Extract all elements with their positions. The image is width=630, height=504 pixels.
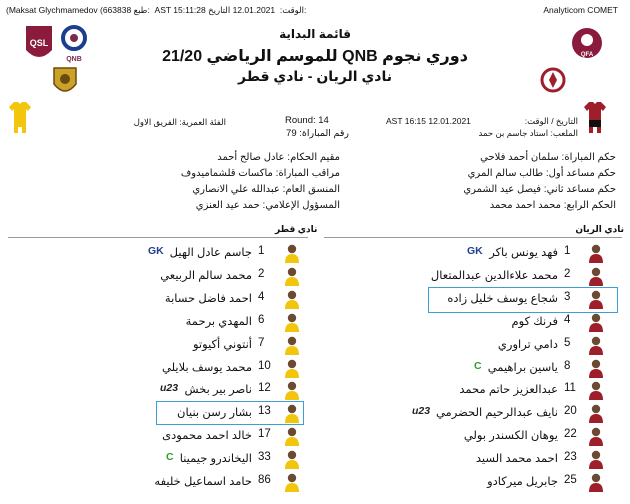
away-player-number: 86	[258, 474, 271, 486]
official-assessor: مقيم الحكام: عادل صالح أحمد	[217, 152, 340, 163]
home-player-name: فهد يونس باكر	[489, 247, 558, 259]
qnb-logo-text: QNB	[66, 56, 82, 63]
home-player-photo	[588, 472, 604, 492]
away-player-number: 17	[258, 428, 271, 441]
league-title: دوري نجوم QNB للموسم الرياضي 21/20	[162, 48, 468, 65]
away-player-row	[150, 311, 310, 333]
home-player-name: محمد علاءالدين عبدالمتعال	[430, 269, 558, 282]
home-player-number: 3	[564, 290, 571, 303]
print-date-label: التاريخ:	[208, 5, 307, 15]
qsl-logo-text: QSL	[29, 38, 49, 48]
print-info	[6, 5, 306, 16]
away-player-number: 13	[258, 405, 271, 418]
home-header-divider	[324, 237, 622, 238]
away-player-photo	[284, 426, 300, 446]
home-player-row	[410, 357, 622, 379]
away-player-row	[150, 379, 310, 401]
away-player-row	[150, 288, 310, 310]
home-player-number: 4	[564, 313, 571, 326]
print-date: 12.01.2021	[232, 5, 276, 15]
stadium-label: الملعب: استاد جاسم بن حمد	[478, 128, 578, 138]
home-player-photo	[588, 289, 604, 309]
home-player-number: 1	[564, 245, 571, 257]
away-player-name: محمد سالم الربيعي	[160, 269, 252, 282]
match-title: نادي الريان - نادي قطر	[237, 68, 393, 84]
official-fourth: الحكم الرابع: محمد احمد محمد	[489, 200, 616, 211]
qfa-logo-text: QFA	[580, 52, 594, 58]
home-player-row	[410, 425, 622, 447]
away-player-photo	[284, 358, 300, 378]
away-player-name: خالد احمد محمودى	[162, 430, 252, 443]
date-time-row	[525, 116, 578, 127]
away-player-number: 10	[258, 359, 271, 372]
home-player-number: 2	[564, 267, 571, 280]
home-player-row	[410, 288, 622, 310]
home-player-row	[410, 471, 622, 493]
away-player-number: 7	[258, 336, 265, 349]
official-assistant-1: حكم مساعد أول: طالب سالم المري	[467, 168, 616, 179]
home-player-number: 11	[564, 382, 576, 395]
away-player-photo	[284, 380, 300, 400]
away-player-tag: GK	[148, 245, 164, 257]
home-player-photo	[588, 358, 604, 378]
home-player-row	[410, 402, 622, 424]
home-player-photo	[588, 449, 604, 469]
home-player-name: عبدالعزيز حاتم محمد	[459, 384, 558, 397]
home-kit-icon	[584, 100, 606, 134]
away-player-row	[150, 265, 310, 287]
home-player-row	[410, 379, 622, 401]
home-player-name: فرنك كوم	[511, 315, 558, 328]
away-player-name: حامد اسماعيل خليفه	[154, 476, 252, 488]
print-label: طبع:	[133, 5, 150, 15]
home-player-tag: GK	[467, 245, 483, 257]
official-commissioner: مراقب المباراة: ماكسات قلشماميدوف	[180, 168, 340, 179]
print-time: AST 15:11:28	[154, 5, 206, 15]
home-player-photo	[588, 380, 604, 400]
away-player-row	[150, 402, 310, 424]
away-player-name: محمد يوسف بلايلي	[162, 361, 252, 374]
print-user: (Maksat Glychmamedov (663838	[6, 5, 132, 15]
home-player-photo	[588, 335, 604, 355]
official-assistant-2: حكم مساعد ثاني: فيصل عيد الشمري	[463, 184, 616, 195]
home-player-name: يوهان الكسندر بولي	[463, 430, 558, 443]
date-label: التاريخ / الوقت:	[524, 116, 578, 126]
official-referee: حكم المباراة: سلمان أحمد فلاحي	[480, 152, 616, 163]
away-player-photo	[284, 335, 300, 355]
home-player-number: 8	[564, 359, 571, 372]
official-coordinator: المنسق العام: عبدالله علي الانصاري	[192, 184, 340, 195]
home-player-photo	[588, 403, 604, 423]
age-category: الفئة العمرية: الفريق الاول	[133, 117, 226, 127]
home-player-name: احمد محمد السيد	[475, 453, 558, 466]
away-player-number: 2	[258, 267, 265, 280]
home-player-row	[410, 265, 622, 287]
away-player-name: جاسم عادل الهيل	[169, 247, 252, 259]
away-player-name: احمد فاضل حسابة	[164, 292, 252, 305]
away-player-photo	[284, 472, 300, 492]
away-player-row	[150, 357, 310, 379]
home-player-number: 5	[564, 336, 571, 349]
home-player-number: 22	[564, 428, 577, 441]
home-player-photo	[588, 312, 604, 332]
home-player-photo	[588, 243, 604, 263]
home-player-name: دامي تراوري	[497, 338, 558, 351]
away-player-photo	[284, 289, 300, 309]
away-player-tag: u23	[160, 382, 179, 395]
away-player-row	[150, 334, 310, 356]
away-player-row	[150, 242, 310, 264]
document-title: قائمة البداية	[279, 27, 351, 41]
away-player-number: 1	[258, 245, 265, 257]
date-value: AST 16:15 12.01.2021	[386, 116, 471, 126]
away-player-photo	[284, 449, 300, 469]
away-player-row	[150, 425, 310, 447]
home-player-row	[410, 311, 622, 333]
home-player-tag: u23	[412, 405, 431, 418]
away-player-photo	[284, 266, 300, 286]
home-player-row	[410, 242, 622, 264]
match-number: رقم المباراة: 79	[286, 128, 349, 139]
home-player-number: 25	[564, 474, 577, 486]
away-player-number: 4	[258, 290, 265, 303]
home-player-name: نايف عبدالرحيم الحضرمي	[435, 407, 558, 420]
away-team-header: نادي قطر	[275, 224, 318, 234]
away-player-number: 6	[258, 313, 265, 326]
home-player-number: 20	[564, 405, 577, 418]
home-player-name: شجاع يوسف خليل زاده	[447, 292, 558, 305]
away-player-name: بشار رسن بنيان	[177, 407, 252, 420]
brand-label: Analyticom COMET	[543, 5, 618, 15]
away-kit-icon	[9, 100, 31, 134]
away-player-name: ناصر بير بخش	[184, 384, 252, 397]
away-header-divider	[8, 237, 308, 238]
home-player-photo	[588, 266, 604, 286]
round-label: Round: 14	[285, 115, 329, 126]
official-media: المسؤول الإعلامي: حمد عيد العنزي	[195, 200, 340, 211]
home-team-header: نادي الريان	[575, 224, 624, 234]
away-player-number: 12	[258, 382, 271, 395]
away-player-photo	[284, 312, 300, 332]
away-player-photo	[284, 403, 300, 423]
away-player-row	[150, 448, 310, 470]
print-time-label: الوقت:	[279, 5, 304, 15]
away-player-name: اليخاندرو جيمينا	[179, 453, 252, 466]
home-player-row	[410, 334, 622, 356]
home-player-name: ياسين براهيمي	[487, 361, 558, 374]
away-player-name: أنتوني أكيوتو	[192, 338, 252, 351]
away-player-photo	[284, 243, 300, 263]
home-player-name: جابريل ميركادو	[487, 476, 558, 488]
away-player-row	[150, 471, 310, 493]
home-player-photo	[588, 426, 604, 446]
away-player-number: 33	[258, 451, 271, 464]
away-player-tag: C	[166, 451, 174, 464]
home-player-tag: C	[474, 359, 482, 372]
home-player-number: 23	[564, 451, 577, 464]
away-player-name: المهدي برحمة	[185, 315, 252, 328]
home-player-row	[410, 448, 622, 470]
